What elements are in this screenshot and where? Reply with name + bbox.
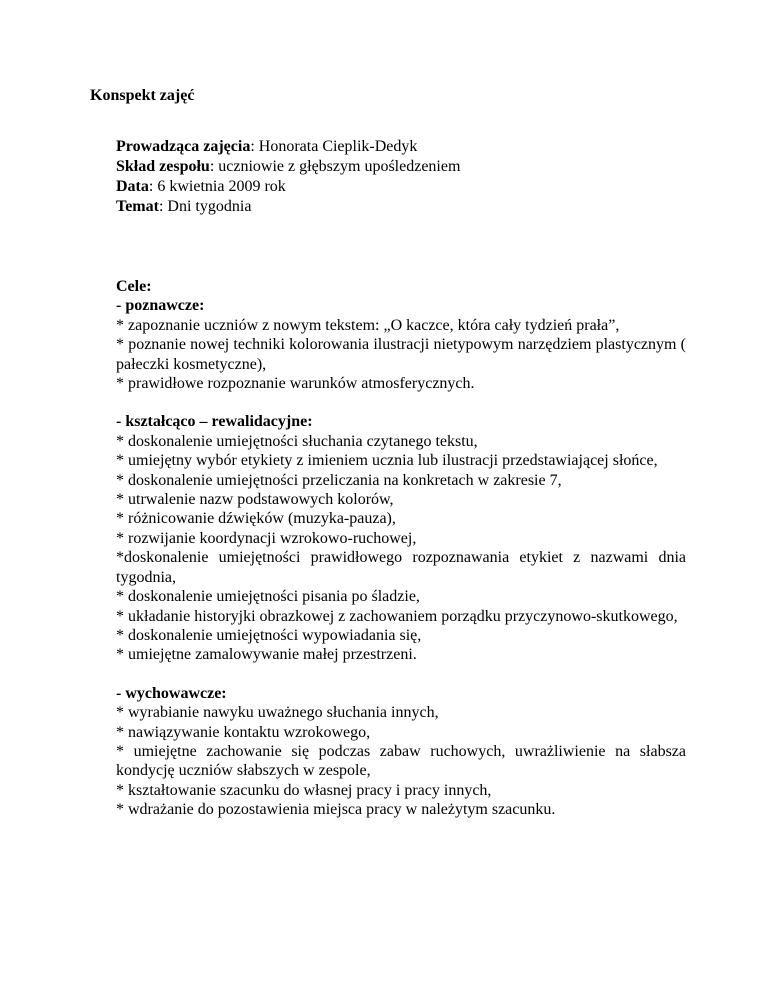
meta-value: Honorata Cieplik-Dedyk bbox=[258, 138, 418, 155]
lesson-metadata bbox=[116, 137, 686, 217]
document-title: Konspekt zajęć bbox=[90, 87, 195, 104]
list-item: * rozwijanie koordynacji wzrokowo-ruchowej, bbox=[116, 529, 417, 547]
list-item: * wdrażanie do pozostawienia miejsca pracy w należytym szacunku. bbox=[116, 801, 556, 819]
upbringing-heading: - wychowawcze: bbox=[116, 684, 227, 702]
list-item: * prawidłowe rozpoznanie warunków atmosferycznych. bbox=[116, 375, 475, 393]
list-item: * nawiązywanie kontaktu wzrokowego, bbox=[116, 723, 371, 741]
meta-label: Temat bbox=[116, 198, 159, 215]
list-item: * umiejętne zachowanie się podczas zabaw ruchowych, uwrażliwienie na słabsza kondycję uczniów słabszych w zespole, bbox=[116, 742, 686, 780]
list-item: * doskonalenie umiejętności przeliczania na konkretach w zakresie 7, bbox=[116, 471, 562, 489]
goals-section bbox=[116, 277, 686, 820]
list-item: * wyrabianie nawyku uważnego słuchania innych, bbox=[116, 704, 439, 722]
list-item: * układanie historyjki obrazkowej z zachowaniem porządku przyczynowo-skutkowego, bbox=[116, 607, 678, 625]
list-item: * utrwalenie nazw podstawowych kolorów, bbox=[116, 491, 394, 509]
meta-separator: : bbox=[148, 178, 158, 195]
list-item: * doskonalenie umiejętności słuchania czytanego tekstu, bbox=[116, 432, 478, 450]
meta-value: Dni tygodnia bbox=[167, 198, 252, 215]
meta-separator: : bbox=[158, 198, 168, 215]
meta-separator: : bbox=[250, 138, 259, 155]
list-item: * doskonalenie umiejętności wypowiadania się, bbox=[116, 626, 422, 644]
meta-value: 6 kwietnia 2009 rok bbox=[157, 178, 286, 195]
cognitive-heading: - poznawcze: bbox=[116, 297, 205, 315]
section-gap bbox=[116, 393, 686, 412]
list-item: * umiejętne zamalowywanie małej przestrzeni. bbox=[116, 646, 417, 664]
goals-heading: Cele: bbox=[116, 278, 152, 295]
meta-date bbox=[116, 177, 686, 197]
list-item: * zapoznanie uczniów z nowym tekstem: „O kaczce, która cały tydzień prała”, bbox=[116, 316, 620, 334]
meta-separator: : bbox=[209, 158, 219, 175]
list-item: * doskonalenie umiejętności pisania po śladzie, bbox=[116, 588, 420, 606]
meta-label: Skład zespołu bbox=[116, 158, 210, 175]
meta-label: Prowadząca zajęcia bbox=[116, 138, 251, 155]
meta-topic bbox=[116, 197, 686, 217]
meta-group bbox=[116, 157, 686, 177]
list-item: * różnicowanie dźwięków (muzyka-pauza), bbox=[116, 510, 396, 528]
list-item: * kształtowanie szacunku do własnej pracy i pracy innych, bbox=[116, 781, 492, 799]
list-item: *doskonalenie umiejętności prawidłowego rozpoznawania etykiet z nazwami dnia tygodnia, bbox=[116, 549, 686, 586]
meta-teacher bbox=[116, 137, 686, 157]
section-gap bbox=[116, 665, 686, 684]
list-item: * umiejętny wybór etykiety z imieniem ucznia lub ilustracji przedstawiającej słońce, bbox=[116, 452, 658, 470]
educational-heading: - kształcąco – rewalidacyjne: bbox=[116, 413, 313, 431]
meta-value: uczniowie z głębszym upośledzeniem bbox=[218, 158, 461, 175]
meta-label: Data bbox=[116, 178, 149, 195]
list-item: * poznanie nowej techniki kolorowania ilustracji nietypowym narzędziem plastycznym ( pałeczki kosmetyczne), bbox=[116, 336, 686, 373]
